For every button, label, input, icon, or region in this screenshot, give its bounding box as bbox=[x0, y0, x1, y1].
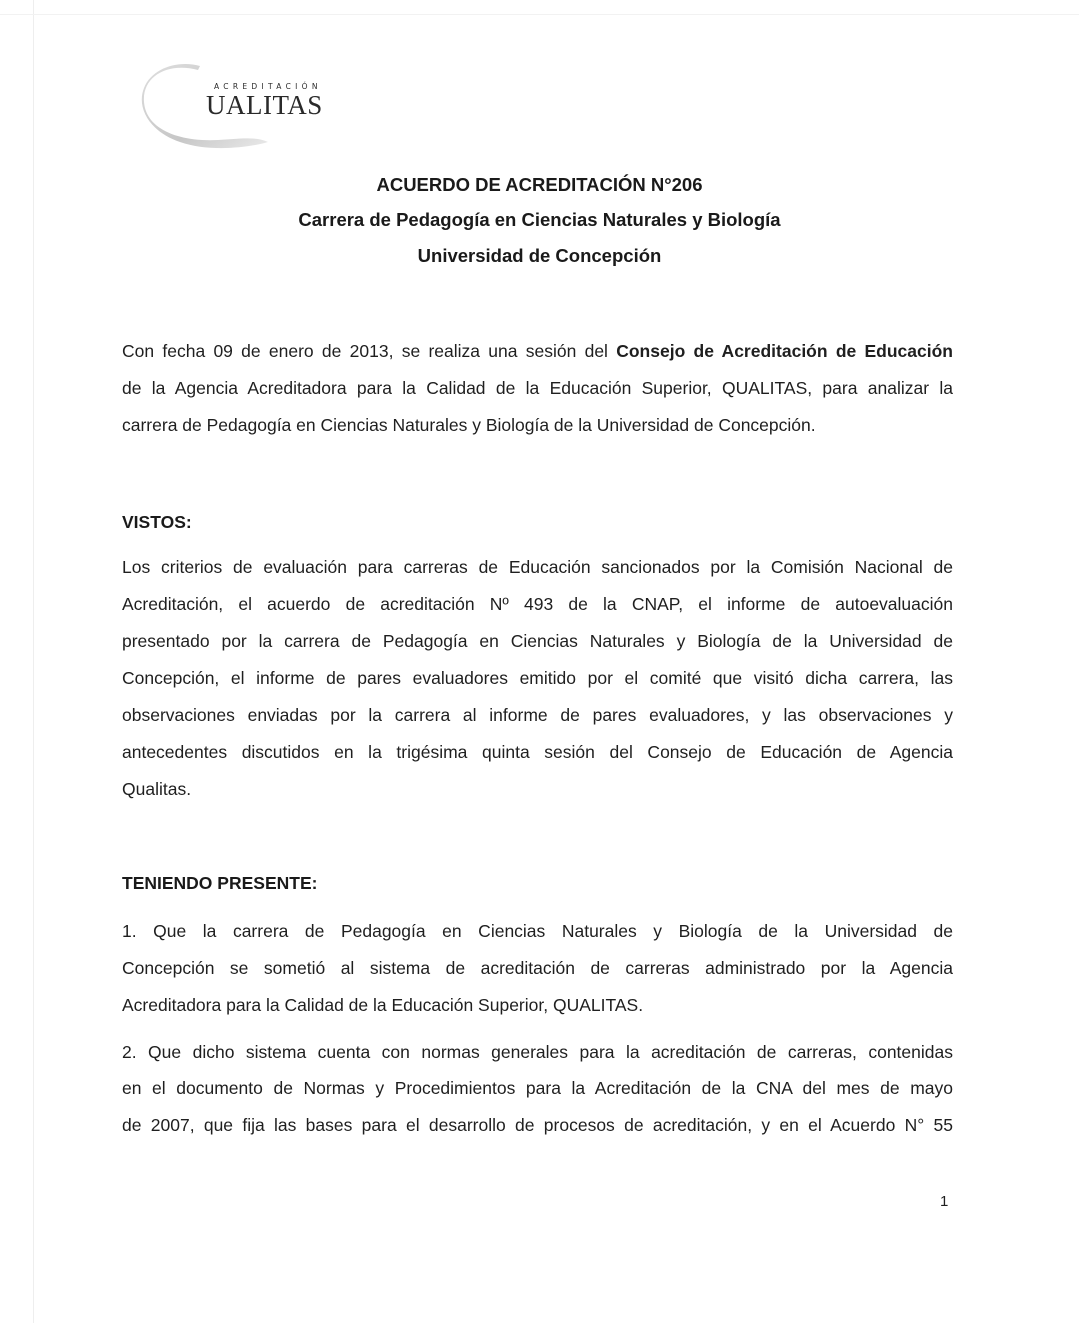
teniendo-item-1-line: Concepción se sometió al sistema de acreditación de carreras administrado por la Agencia bbox=[122, 958, 953, 978]
teniendo-item-2-line: de 2007, que fija las bases para el desarrollo de procesos de acreditación, y en el Acuerdo N° 55 bbox=[122, 1115, 953, 1135]
logo-acreditacion-text: ACREDITACIÓN bbox=[214, 82, 322, 91]
qualitas-logo bbox=[138, 58, 338, 158]
vistos-title: VISTOS: bbox=[122, 512, 192, 532]
vistos-line: Qualitas. bbox=[122, 779, 192, 799]
vistos-line: Los criterios de evaluación para carreras de Educación sancionados por la Comisión Nacional de bbox=[122, 557, 953, 577]
teniendo-item-2-line: en el documento de Normas y Procedimientos para la Acreditación de la CNA del mes de mayo bbox=[122, 1078, 953, 1098]
vistos-line: antecedentes discutidos en la trigésima quinta sesión del Consejo de Educación de Agencia bbox=[122, 742, 953, 762]
document-subtitle: Carrera de Pedagogía en Ciencias Naturales y Biología bbox=[298, 209, 781, 230]
logo-qualitas-text: UALITAS bbox=[206, 90, 323, 120]
intro-line-1-text: Con fecha 09 de enero de 2013, se realiza una sesión del bbox=[122, 341, 617, 361]
vistos-line: observaciones enviadas por la carrera al informe de pares evaluadores, y las observaciones y bbox=[122, 705, 953, 725]
intro-line-1-bold: Consejo de Acreditación de Educación bbox=[616, 341, 953, 361]
page-number: 1 bbox=[940, 1193, 949, 1210]
vistos-line: presentado por la carrera de Pedagogía en Ciencias Naturales y Biología de la Universidad de bbox=[122, 631, 953, 651]
scan-edge-left bbox=[33, 0, 34, 1323]
document-institution: Universidad de Concepción bbox=[417, 245, 662, 266]
vistos-line: Concepción, el informe de pares evaluadores emitido por el comité que visitó dicha carrera, las bbox=[122, 668, 953, 688]
teniendo-item-1-line: Acreditadora para la Calidad de la Educación Superior, QUALITAS. bbox=[122, 995, 644, 1015]
document-title: ACUERDO DE ACREDITACIÓN N°206 bbox=[376, 174, 703, 195]
intro-line-3: carrera de Pedagogía en Ciencias Naturales y Biología de la Universidad de Concepción. bbox=[122, 415, 816, 435]
teniendo-item-2-line: 2. Que dicho sistema cuenta con normas generales para la acreditación de carreras, contenidas bbox=[122, 1042, 953, 1062]
intro-line-2: de la Agencia Acreditadora para la Calidad de la Educación Superior, QUALITAS, para analizar la bbox=[122, 378, 953, 398]
scan-edge-top bbox=[0, 14, 1079, 15]
intro-line-1 bbox=[122, 339, 953, 363]
vistos-line: Acreditación, el acuerdo de acreditación Nº 493 de la CNAP, el informe de autoevaluación bbox=[122, 594, 953, 614]
teniendo-item-1-line: 1. Que la carrera de Pedagogía en Ciencias Naturales y Biología de la Universidad de bbox=[122, 921, 953, 941]
teniendo-presente-title: TENIENDO PRESENTE: bbox=[122, 873, 318, 893]
